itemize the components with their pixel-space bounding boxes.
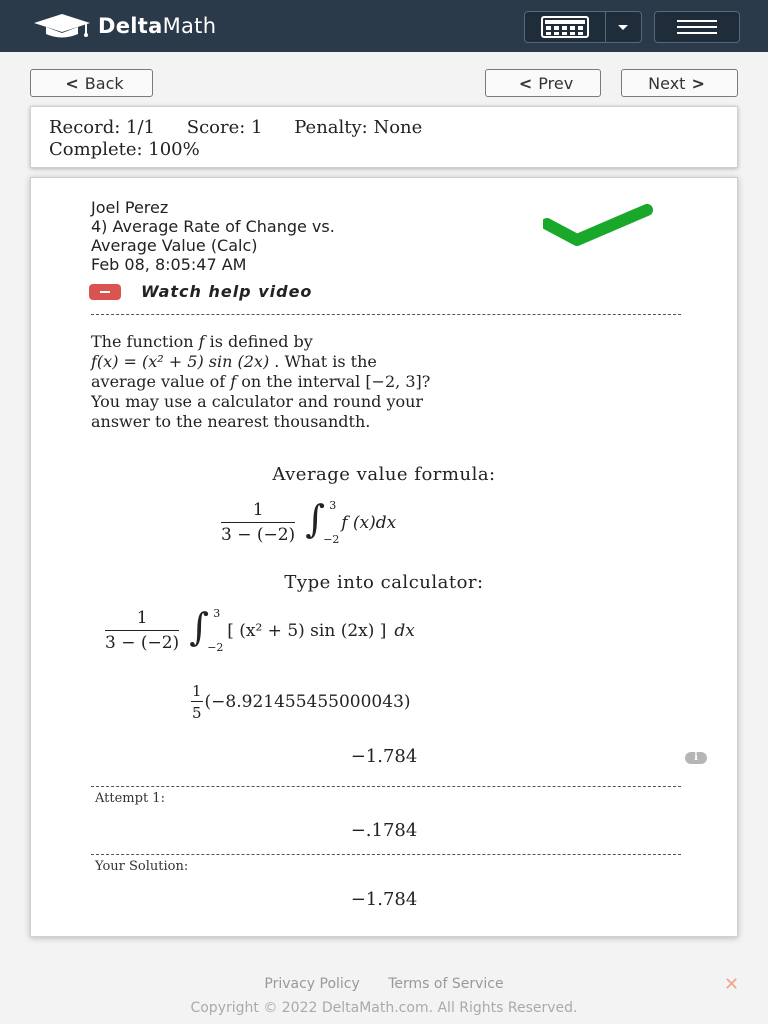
problem-meta: [91, 198, 335, 274]
calculator-button[interactable]: [524, 11, 642, 43]
youtube-play-icon: [89, 284, 121, 300]
checkmark-icon: [543, 204, 653, 246]
calculator-dx: dx: [394, 620, 415, 641]
watch-help-video-link[interactable]: [89, 282, 312, 301]
statement-line-3: average value of f on the interval [−2, 3]?: [91, 372, 431, 391]
final-answer: −1.784: [350, 746, 418, 767]
divider: [91, 314, 681, 315]
statement-line-1: The function f is defined by: [91, 332, 313, 351]
your-solution-label: Your Solution:: [95, 859, 189, 874]
hamburger-menu-button[interactable]: [654, 11, 740, 43]
student-name: Joel Perez: [91, 198, 169, 217]
statement-line-5: answer to the nearest thousandth.: [91, 412, 371, 431]
brand-logo[interactable]: [32, 12, 216, 40]
average-value-heading: Average value formula:: [272, 464, 496, 485]
complete-value: Complete: 100%: [49, 139, 200, 160]
prev-button-label: Prev: [538, 73, 574, 93]
attempt-label: Attempt 1:: [95, 791, 165, 806]
chevron-left-icon: <: [65, 73, 79, 93]
problem-title-line-2: Average Value (Calc): [91, 236, 258, 255]
back-button[interactable]: [30, 69, 153, 97]
calculator-fraction: $\frac{1}{3 - (-2)}$: [105, 608, 180, 653]
your-solution-value: −1.784: [350, 889, 418, 910]
problem-title-line-1: 4) Average Rate of Change vs.: [91, 217, 335, 236]
chevron-down-icon: [605, 12, 641, 42]
copyright-text: Copyright © 2022 DeltaMath.com. All Rights Reserved.: [190, 1000, 578, 1016]
intermediate-step: [191, 682, 411, 722]
attempt-value: −.1784: [350, 820, 418, 841]
step-fraction: $\frac{1}{5}$: [192, 682, 202, 722]
brand-name: DeltaMath: [98, 14, 217, 38]
problem-timestamp: Feb 08, 8:05:47 AM: [91, 255, 247, 274]
statement-line-2: f(x) = (x² + 5) sin (2x) . What is the: [91, 352, 377, 371]
step-value: (−8.921455455000043): [204, 692, 411, 712]
record-panel: [30, 106, 738, 168]
record-count: Record: 1/1: [49, 117, 156, 138]
statement-line-4: You may use a calculator and round your: [91, 392, 424, 411]
graduation-cap-icon: [32, 12, 92, 40]
calculator-main-button[interactable]: [525, 12, 606, 42]
integral-sign: ∫ 3 −2: [189, 604, 224, 654]
integral-sign: ∫ 3 −2: [305, 496, 340, 546]
penalty-value: Penalty: None: [294, 117, 423, 138]
calculator-formula: [105, 604, 415, 654]
privacy-policy-link[interactable]: Privacy Policy: [264, 976, 360, 992]
calculator-integrand: [ (x² + 5) sin (2x) ]: [227, 620, 387, 641]
calculator-icon: [525, 12, 605, 42]
average-value-formula: [221, 496, 397, 546]
divider: [91, 786, 681, 787]
watch-help-video-label: Watch help video: [141, 282, 313, 301]
back-button-label: Back: [84, 73, 124, 93]
problem-card: [30, 177, 738, 937]
hamburger-menu-icon: [655, 12, 739, 42]
calculator-dropdown-toggle[interactable]: [605, 12, 641, 42]
footer-links: [0, 976, 768, 992]
calculator-heading: Type into calculator:: [284, 572, 484, 593]
score-value: Score: 1: [186, 117, 263, 138]
next-button[interactable]: [621, 69, 738, 97]
problem-statement: [91, 332, 681, 432]
terms-of-service-link[interactable]: Terms of Service: [388, 976, 504, 992]
prev-button[interactable]: [485, 69, 601, 97]
next-button-label: Next: [648, 73, 686, 93]
divider: [91, 854, 681, 855]
function-formula: f(x) = (x² + 5) sin (2x): [91, 352, 270, 371]
chevron-right-icon: >: [691, 73, 705, 93]
integrand: f (x)dx: [341, 512, 397, 533]
chevron-left-icon: <: [518, 73, 533, 93]
top-navbar: [0, 0, 768, 52]
formula-fraction: $\frac{1}{3 - (-2)}$: [221, 500, 296, 545]
close-icon[interactable]: ✕: [724, 974, 740, 995]
info-icon[interactable]: i: [685, 752, 707, 764]
